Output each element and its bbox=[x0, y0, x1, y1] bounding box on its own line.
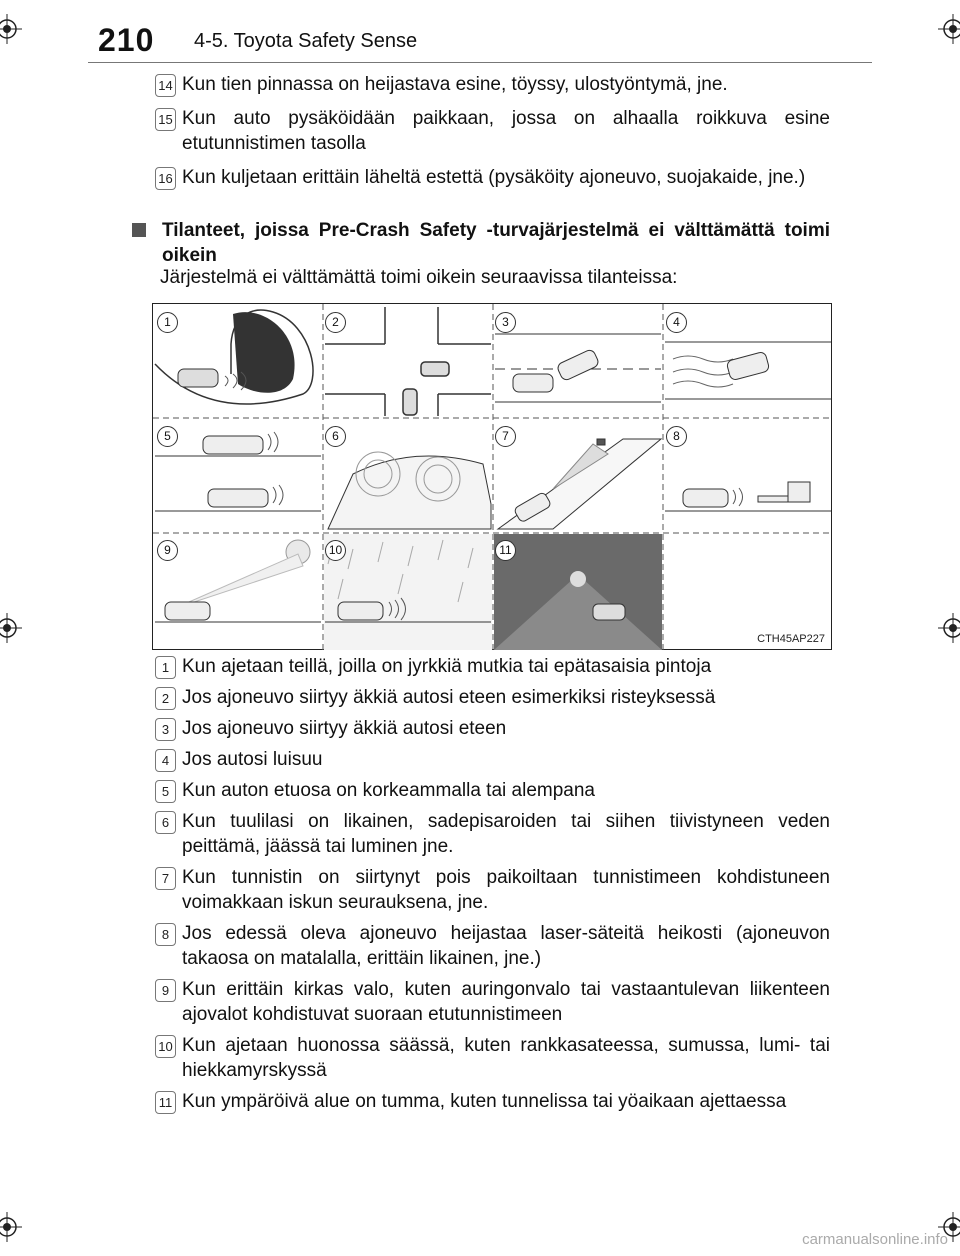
item-text: Jos autosi luisuu bbox=[182, 749, 323, 770]
figure-code: CTH45AP227 bbox=[757, 633, 825, 645]
list-item bbox=[155, 106, 830, 156]
panel-8-low-vehicle bbox=[665, 482, 831, 511]
item-number: 10 bbox=[155, 1035, 176, 1058]
item-text: Jos ajoneuvo siirtyy äkkiä autosi eteen esimerkiksi risteyksessä bbox=[182, 687, 716, 708]
item-text: Kun kuljetaan erittäin läheltä estettä (pysäköity ajoneuvo, suojakaide, jne.) bbox=[182, 167, 806, 188]
panel-4-skid bbox=[665, 342, 831, 399]
panel-2-intersection bbox=[325, 307, 491, 416]
panel-7-sensor-misaligned bbox=[498, 439, 661, 529]
item-text: Kun tunnistin on siirtynyt pois paikoiltaan tunnistimeen kohdistuneen voimakkaan iskun seurauksena, jne. bbox=[182, 867, 830, 913]
panel-5-slope bbox=[155, 432, 321, 511]
list-item bbox=[155, 778, 830, 803]
item-text: Kun ajetaan huonossa säässä, kuten rankkasateessa, sumussa, lumi- tai hiekkamyrskyssä bbox=[182, 1035, 830, 1081]
item-text: Kun ajetaan teillä, joilla on jyrkkiä mutkia tai epätasaisia pintoja bbox=[182, 656, 712, 677]
panel-number: 10 bbox=[325, 540, 346, 561]
list-item bbox=[155, 72, 830, 97]
watermark[interactable]: carmanualsonline.info bbox=[802, 1231, 948, 1248]
item-text: Kun tuulilasi on likainen, sadepisaroiden tai siihen tiivistyneen veden peittämä, jäässä tai luminen jne. bbox=[182, 811, 830, 857]
item-number: 9 bbox=[155, 979, 176, 1002]
panel-number: 7 bbox=[495, 426, 516, 447]
item-text: Kun auton etuosa on korkeammalla tai alempana bbox=[182, 780, 595, 801]
item-number: 5 bbox=[155, 780, 176, 803]
item-number: 16 bbox=[155, 167, 176, 190]
item-number: 8 bbox=[155, 923, 176, 946]
item-number: 11 bbox=[155, 1091, 176, 1114]
panel-number: 1 bbox=[157, 312, 178, 333]
situations-illustration bbox=[152, 303, 832, 650]
panel-6-windshield bbox=[328, 452, 491, 529]
item-text: Jos ajoneuvo siirtyy äkkiä autosi eteen bbox=[182, 718, 507, 739]
list-item bbox=[155, 716, 830, 741]
item-text: Kun auto pysäköidään paikkaan, jossa on alhaalla roikkuva esine etutunnistimen tasolla bbox=[182, 108, 830, 154]
item-number: 15 bbox=[155, 108, 176, 131]
item-text: Kun erittäin kirkas valo, kuten auringonvalo tai vastaantulevan liikenteen ajovalot kohdistuvat suoraan etutunnistimeen bbox=[182, 979, 830, 1025]
section-title: 4-5. Toyota Safety Sense bbox=[194, 30, 418, 52]
item-number: 7 bbox=[155, 867, 176, 890]
item-number: 1 bbox=[155, 656, 176, 679]
panel-number: 5 bbox=[157, 426, 178, 447]
list-item bbox=[155, 747, 830, 772]
item-text: Kun ympäröivä alue on tumma, kuten tunnelissa tai yöaikaan ajettaessa bbox=[182, 1091, 787, 1112]
list-item bbox=[155, 654, 830, 679]
item-number: 6 bbox=[155, 811, 176, 834]
list-item bbox=[155, 1089, 830, 1114]
item-text: Jos edessä oleva ajoneuvo heijastaa laser-säteitä heikosti (ajoneuvon takaosa on matalalla, erittäin likainen, jne.) bbox=[182, 923, 830, 969]
panel-1-curved-road bbox=[155, 310, 313, 404]
panel-number: 2 bbox=[325, 312, 346, 333]
header-divider bbox=[88, 62, 872, 63]
page-header bbox=[0, 0, 960, 60]
registration-mark-mid-right bbox=[938, 613, 960, 643]
registration-mark-mid-left bbox=[0, 613, 22, 643]
list-item bbox=[155, 809, 830, 859]
situations-list bbox=[155, 654, 830, 1120]
list-item bbox=[155, 165, 830, 190]
panel-number: 3 bbox=[495, 312, 516, 333]
item-text: Kun tien pinnassa on heijastava esine, töyssy, ulostyöntymä, jne. bbox=[182, 74, 728, 95]
continued-list bbox=[155, 72, 830, 199]
panel-number: 4 bbox=[666, 312, 687, 333]
square-bullet-icon bbox=[132, 223, 146, 237]
panel-3-cut-in bbox=[495, 334, 661, 402]
item-number: 4 bbox=[155, 749, 176, 772]
list-item bbox=[155, 977, 830, 1027]
list-item bbox=[155, 1033, 830, 1083]
registration-mark-bottom-left bbox=[0, 1212, 22, 1242]
section-intro: Järjestelmä ei välttämättä toimi oikein seuraavissa tilanteissa: bbox=[160, 267, 678, 288]
panel-number: 8 bbox=[666, 426, 687, 447]
panel-10-rain bbox=[324, 534, 492, 650]
list-item bbox=[155, 865, 830, 915]
panel-number: 9 bbox=[157, 540, 178, 561]
panel-number: 11 bbox=[495, 540, 516, 561]
page-number: 210 bbox=[98, 22, 155, 58]
panel-9-sun bbox=[155, 540, 321, 622]
list-item bbox=[155, 921, 830, 971]
illustration-grid bbox=[153, 304, 833, 651]
list-item bbox=[155, 685, 830, 710]
item-number: 2 bbox=[155, 687, 176, 710]
item-number: 3 bbox=[155, 718, 176, 741]
panel-11-tunnel bbox=[494, 534, 662, 650]
panel-number: 6 bbox=[325, 426, 346, 447]
section-heading: Tilanteet, joissa Pre-Crash Safety -turvajärjestelmä ei välttämättä toimi oikein bbox=[162, 220, 830, 266]
item-number: 14 bbox=[155, 74, 176, 97]
